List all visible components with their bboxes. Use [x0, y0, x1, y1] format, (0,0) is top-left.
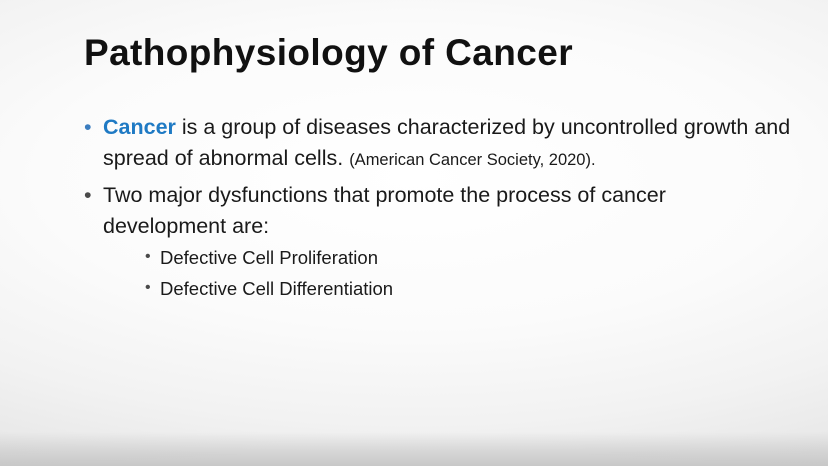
bullet-list	[80, 112, 792, 303]
sub-item-label: Defective Cell Proliferation	[160, 247, 378, 269]
list-item	[80, 112, 792, 173]
list-item-text: is a group of diseases characterized by uncontrolled growth and spread of abnormal cells.	[103, 115, 791, 170]
list-item	[143, 245, 792, 272]
slide-bottom-shading	[0, 432, 828, 466]
list-item-text: Two major dysfunctions that promote the process of cancer development are:	[103, 183, 666, 238]
sub-bullet-list	[103, 245, 792, 303]
slide-body	[80, 112, 792, 310]
list-item	[80, 180, 792, 303]
bullet-point-icon: •	[145, 278, 151, 296]
bullet-point-icon: •	[145, 248, 151, 266]
citation-text: (American Cancer Society, 2020).	[349, 150, 596, 169]
bullet-point-icon: •	[84, 115, 92, 139]
page-title: Pathophysiology of Cancer	[84, 32, 574, 73]
list-item	[143, 276, 792, 303]
keyword-cancer: Cancer	[103, 115, 176, 139]
bullet-point-icon: •	[84, 183, 92, 208]
sub-item-label: Defective Cell Differentiation	[160, 277, 394, 299]
